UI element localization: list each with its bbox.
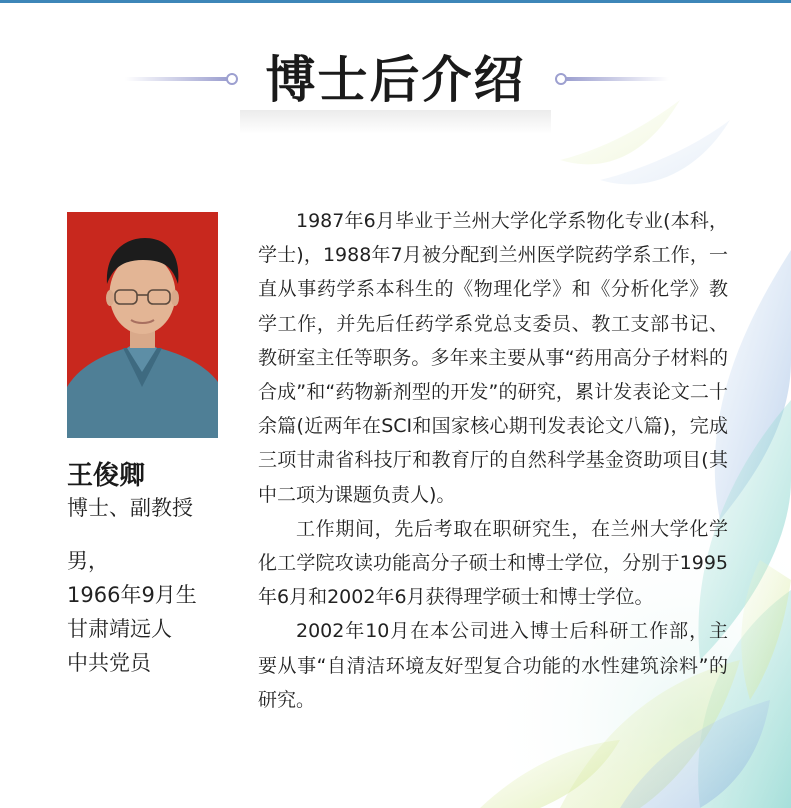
title-decor-line-right	[566, 77, 669, 81]
portrait-photo	[67, 212, 218, 438]
person-gender: 男，	[67, 549, 109, 573]
person-birth: 1966年9月生	[67, 583, 197, 607]
page-title: 博士后介绍	[265, 51, 526, 109]
bio-paragraph: 工作期间，先后考取在职研究生，在兰州大学化学化工学院攻读功能高分子硕士和博士学位，分别于1995年6月和2002年6月获得理学硕士和博士学位。	[258, 517, 728, 609]
biography	[258, 204, 728, 717]
bio-paragraph: 1987年6月毕业于兰州大学化学系物化专业(本科，学士)，1988年7月被分配到兰州医学院药学系工作，一直从事药学系本科生的《物理化学》和《分析化学》教学工作，并先后任药学系党总支委员、教工支部书记、教研室主任等职务。多年来主要从事“药用高分子材料的合成”和“药物新剂型的开发”的研究，累计发表论文二十余篇(近两年在SCI和国家核心期刊发表论文八篇)，完成三项甘肃省科技厅和教育厅的自然科学基金资助项目(其中二项为课题负责人)。	[258, 210, 728, 506]
person-hometown: 甘肃靖远人	[67, 617, 172, 641]
person-degree: 博士、副教授	[67, 496, 193, 520]
title-decor-line-left	[125, 77, 227, 81]
person-name: 王俊卿	[67, 461, 146, 491]
title-row	[0, 50, 791, 110]
title-reflection	[240, 110, 551, 134]
bio-paragraph: 2002年10月在本公司进入博士后科研工作部，主要从事“自清洁环境友好型复合功能的水性建筑涂料”的研究。	[258, 620, 728, 711]
title-decor-dot-left	[226, 73, 238, 85]
portrait-illustration	[67, 212, 218, 438]
profile-card	[67, 460, 242, 680]
person-party: 中共党员	[67, 651, 151, 675]
